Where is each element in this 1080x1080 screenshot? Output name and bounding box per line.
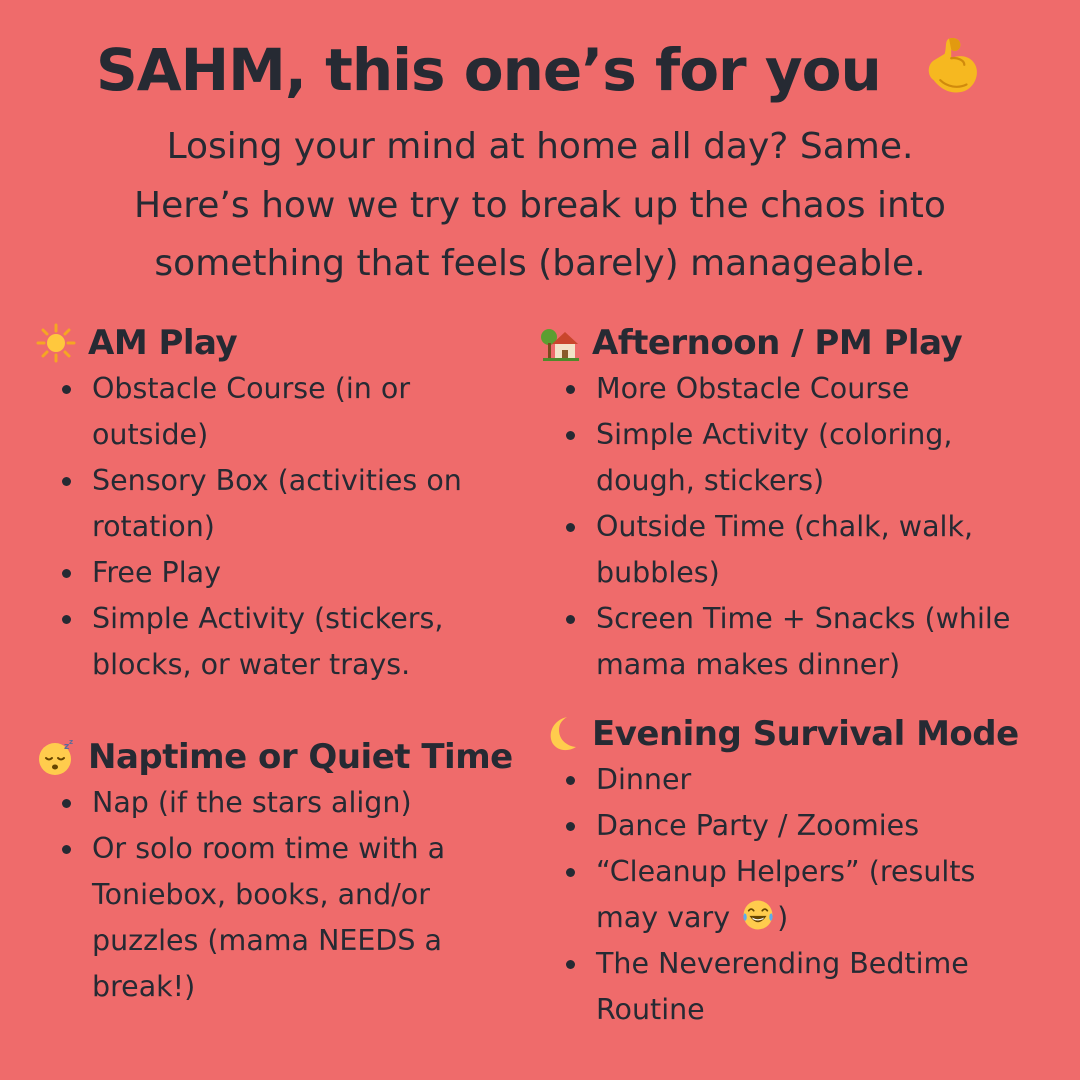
item-line: break!) [92, 970, 196, 1003]
bullet [62, 845, 71, 854]
list-item [540, 596, 1010, 642]
item-line: may vary [596, 901, 731, 934]
subtitle [0, 118, 1080, 294]
list-item-continued [540, 458, 1010, 504]
item-line: Routine [596, 993, 705, 1026]
section-heading [540, 711, 1019, 757]
list-item [36, 780, 513, 826]
list-item [36, 366, 462, 412]
item-line: dough, stickers) [596, 464, 825, 497]
bullet [566, 385, 575, 394]
bullet [62, 477, 71, 486]
bullet [566, 960, 575, 969]
bullet [62, 569, 71, 578]
section-heading [36, 320, 462, 366]
section-title: Afternoon / PM Play [592, 323, 963, 363]
item-line: Screen Time + Snacks (while [596, 602, 1011, 635]
item-line: outside) [92, 418, 209, 451]
sleeping-face-icon [36, 737, 76, 777]
bullet [566, 615, 575, 624]
crescent-moon-icon [540, 714, 580, 754]
bullet [62, 385, 71, 394]
svg-text:z: z [64, 742, 70, 752]
item-line: Dance Party / Zoomies [596, 809, 920, 842]
flexed-biceps-icon [914, 32, 984, 102]
bullet [566, 523, 575, 532]
list-item [36, 458, 462, 504]
item-line: Or solo room time with a [92, 832, 446, 865]
list-item-continued [540, 895, 1019, 941]
laughing-tears-icon [741, 898, 775, 932]
house-with-garden-icon [540, 323, 580, 363]
list-item [540, 504, 1010, 550]
list-item [540, 941, 1019, 987]
list-item-continued [36, 412, 462, 458]
bullet [566, 776, 575, 785]
list-item-continued [540, 550, 1010, 596]
list-item [36, 596, 462, 642]
list-item-continued [540, 642, 1010, 688]
item-line: The Neverending Bedtime [596, 947, 969, 980]
section-afternoon [540, 320, 1010, 688]
bullet [566, 868, 575, 877]
sun-icon [36, 323, 76, 363]
list-item [36, 550, 462, 596]
item-line: Sensory Box (activities on [92, 464, 462, 497]
item-line: Free Play [92, 556, 221, 589]
list-item [540, 803, 1019, 849]
item-line: Dinner [596, 763, 692, 796]
section-naptime [36, 734, 513, 1010]
item-line: puzzles (mama NEEDS a [92, 924, 442, 957]
page-title [0, 30, 1080, 110]
subtitle-line: Here’s how we try to break up the chaos into [134, 184, 946, 226]
section-am-play [36, 320, 462, 688]
list-item [540, 366, 1010, 412]
section-evening [540, 711, 1019, 1033]
afternoon-list [540, 366, 1010, 688]
item-line: mama makes dinner) [596, 648, 901, 681]
item-line: Obstacle Course (in or [92, 372, 411, 405]
bullet [62, 799, 71, 808]
item-line: Toniebox, books, and/or [92, 878, 430, 911]
list-item-continued [36, 918, 513, 964]
am-play-list [36, 366, 462, 688]
item-line-end: ) [777, 901, 789, 934]
item-line: Simple Activity (coloring, [596, 418, 953, 451]
list-item-continued [540, 987, 1019, 1033]
subtitle-line: something that feels (barely) manageable. [154, 243, 926, 284]
item-line: rotation) [92, 510, 215, 543]
section-title: AM Play [88, 323, 238, 363]
list-item [540, 757, 1019, 803]
item-line: bubbles) [596, 556, 720, 589]
svg-text:z: z [69, 738, 74, 746]
bullet [566, 431, 575, 440]
bullet [566, 822, 575, 831]
list-item [540, 849, 1019, 895]
item-line: Outside Time (chalk, walk, [596, 510, 974, 543]
list-item-continued [36, 964, 513, 1010]
list-item-continued [36, 504, 462, 550]
section-title: Evening Survival Mode [592, 714, 1019, 754]
item-line: More Obstacle Course [596, 372, 910, 405]
list-item-continued [36, 642, 462, 688]
item-line: Simple Activity (stickers, [92, 602, 444, 635]
evening-list [540, 757, 1019, 1033]
item-line: “Cleanup Helpers” (results [596, 855, 976, 888]
list-item-continued [36, 872, 513, 918]
list-item [540, 412, 1010, 458]
subtitle-line: Losing your mind at home all day? Same. [166, 126, 914, 167]
bullet [62, 615, 71, 624]
section-title: Naptime or Quiet Time [88, 737, 513, 777]
list-item [36, 826, 513, 872]
naptime-list [36, 780, 513, 1010]
section-heading [540, 320, 1010, 366]
section-heading [36, 734, 513, 780]
title-text: SAHM, this one’s for you [95, 36, 881, 104]
item-line: Nap (if the stars align) [92, 786, 412, 819]
item-line: blocks, or water trays. [92, 648, 411, 681]
